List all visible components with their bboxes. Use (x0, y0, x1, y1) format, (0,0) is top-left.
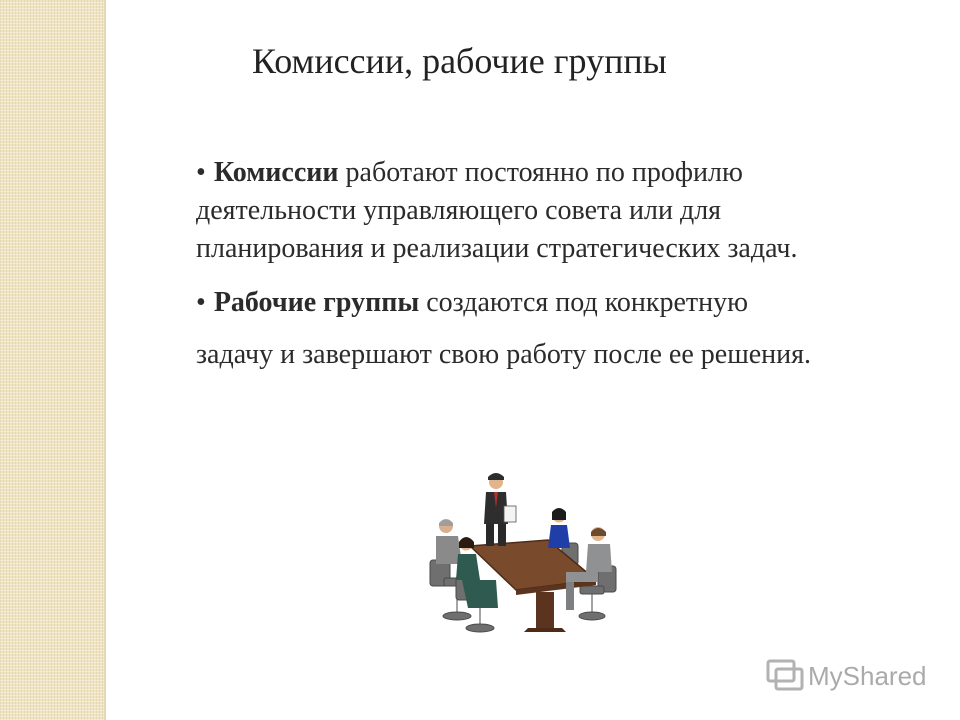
meeting-table-clipart-icon (420, 468, 630, 638)
bullet-working-groups (196, 284, 916, 374)
bullet-working-groups-line2: задачу и завершают свою работу после ее решения. (196, 339, 812, 370)
bullet-commissions-text1: работают постоянно по профилю (338, 157, 743, 188)
slide-title: Комиссии, рабочие группы (252, 41, 667, 81)
bullet-commissions-line2: деятельности управляющего совета или для (196, 195, 722, 226)
bullet-commissions-line1 (196, 154, 916, 192)
watermark-text: MyShared (808, 660, 927, 691)
bullet-commissions-line3: планирования и реализации стратегических задач. (196, 233, 798, 264)
bullet-working-groups-bold: Рабочие группы (213, 287, 420, 318)
decorative-side-band (0, 0, 104, 720)
myshared-logo-icon (766, 659, 804, 693)
side-band-edge (104, 0, 106, 720)
myshared-watermark (766, 656, 936, 696)
bullet-commissions-bold: Комиссии (213, 157, 339, 188)
bullet-dot: • (196, 287, 206, 318)
bullet-working-groups-text1: создаются под конкретную (419, 287, 749, 318)
bullet-commissions (196, 154, 916, 268)
bullet-working-groups-line1 (196, 284, 916, 322)
bullet-dot: • (196, 157, 206, 188)
